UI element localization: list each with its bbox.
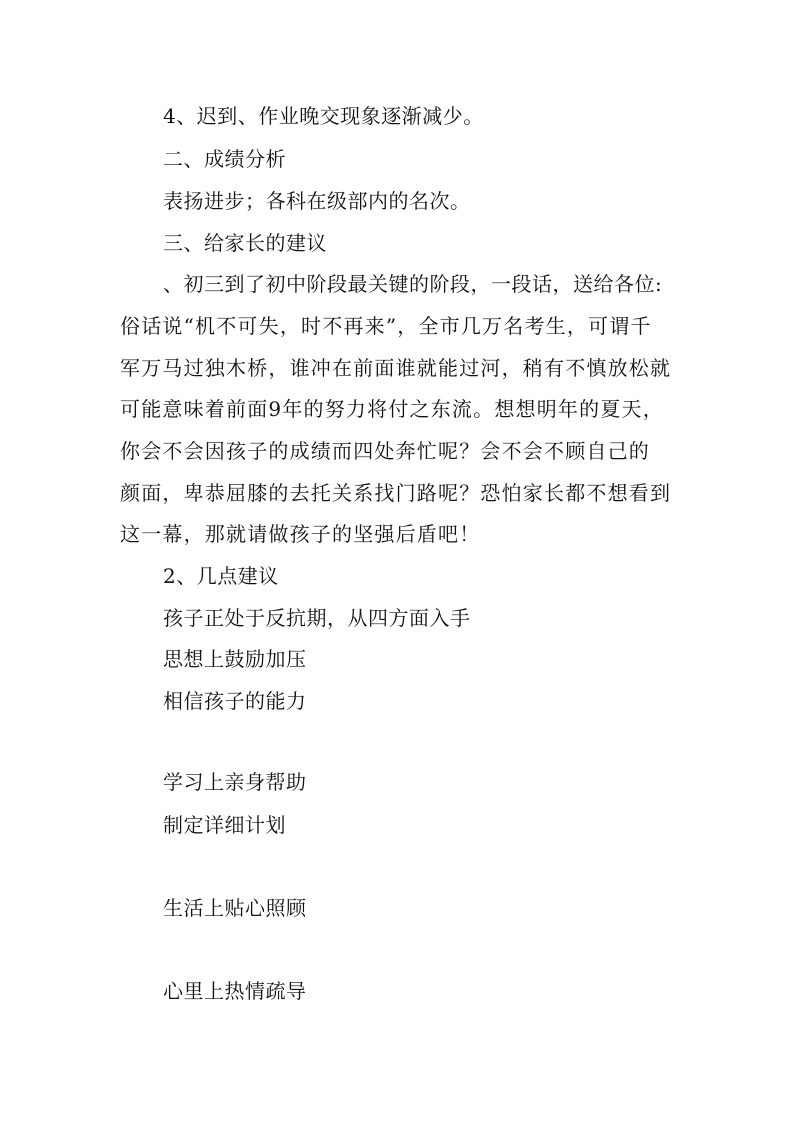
text-line-13: 孩子正处于反抗期，从四方面入手: [163, 606, 471, 630]
text-line-15: 相信孩子的能力: [163, 689, 307, 713]
text-line-17: 制定详细计划: [163, 813, 286, 837]
paragraph-line-3: 军万马过独木桥，谁冲在前面谁就能过河，稍有不慎放松就: [120, 356, 672, 380]
section-heading-parent-advice: 三、给家长的建议: [163, 231, 327, 255]
section-heading-suggestions: 2、几点建议: [163, 564, 279, 588]
section-heading-score-analysis: 二、成绩分析: [163, 147, 286, 171]
paragraph-line-2: 俗话说“机不可失，时不再来”，全市几万名考生，可谓千: [120, 314, 652, 338]
paragraph-line-4: 可能意味着前面9年的努力将付之东流。想想明年的夏天，: [120, 397, 664, 421]
paragraph-line-5: 你会不会因孩子的成绩而四处奔忙呢？会不会不顾自己的: [120, 439, 650, 463]
text-line-3: 表扬进步；各科在级部内的名次。: [163, 189, 471, 213]
paragraph-line-1: 、初三到了初中阶段最关键的阶段，一段话，送给各位:: [163, 272, 663, 296]
text-line-19: 心里上热情疏导: [163, 979, 307, 1003]
paragraph-line-7: 这一幕，那就请做孩子的坚强后盾吧！: [120, 522, 481, 546]
text-line-18: 生活上贴心照顾: [163, 896, 307, 920]
text-line-14: 思想上鼓励加压: [163, 647, 307, 671]
text-line-16: 学习上亲身帮助: [163, 770, 307, 794]
paragraph-line-6: 颜面，卑恭屈膝的去托关系找门路呢？恐怕家长都不想看到: [120, 481, 672, 505]
text-line-1: 4、迟到、作业晚交现象逐渐减少。: [163, 104, 484, 128]
